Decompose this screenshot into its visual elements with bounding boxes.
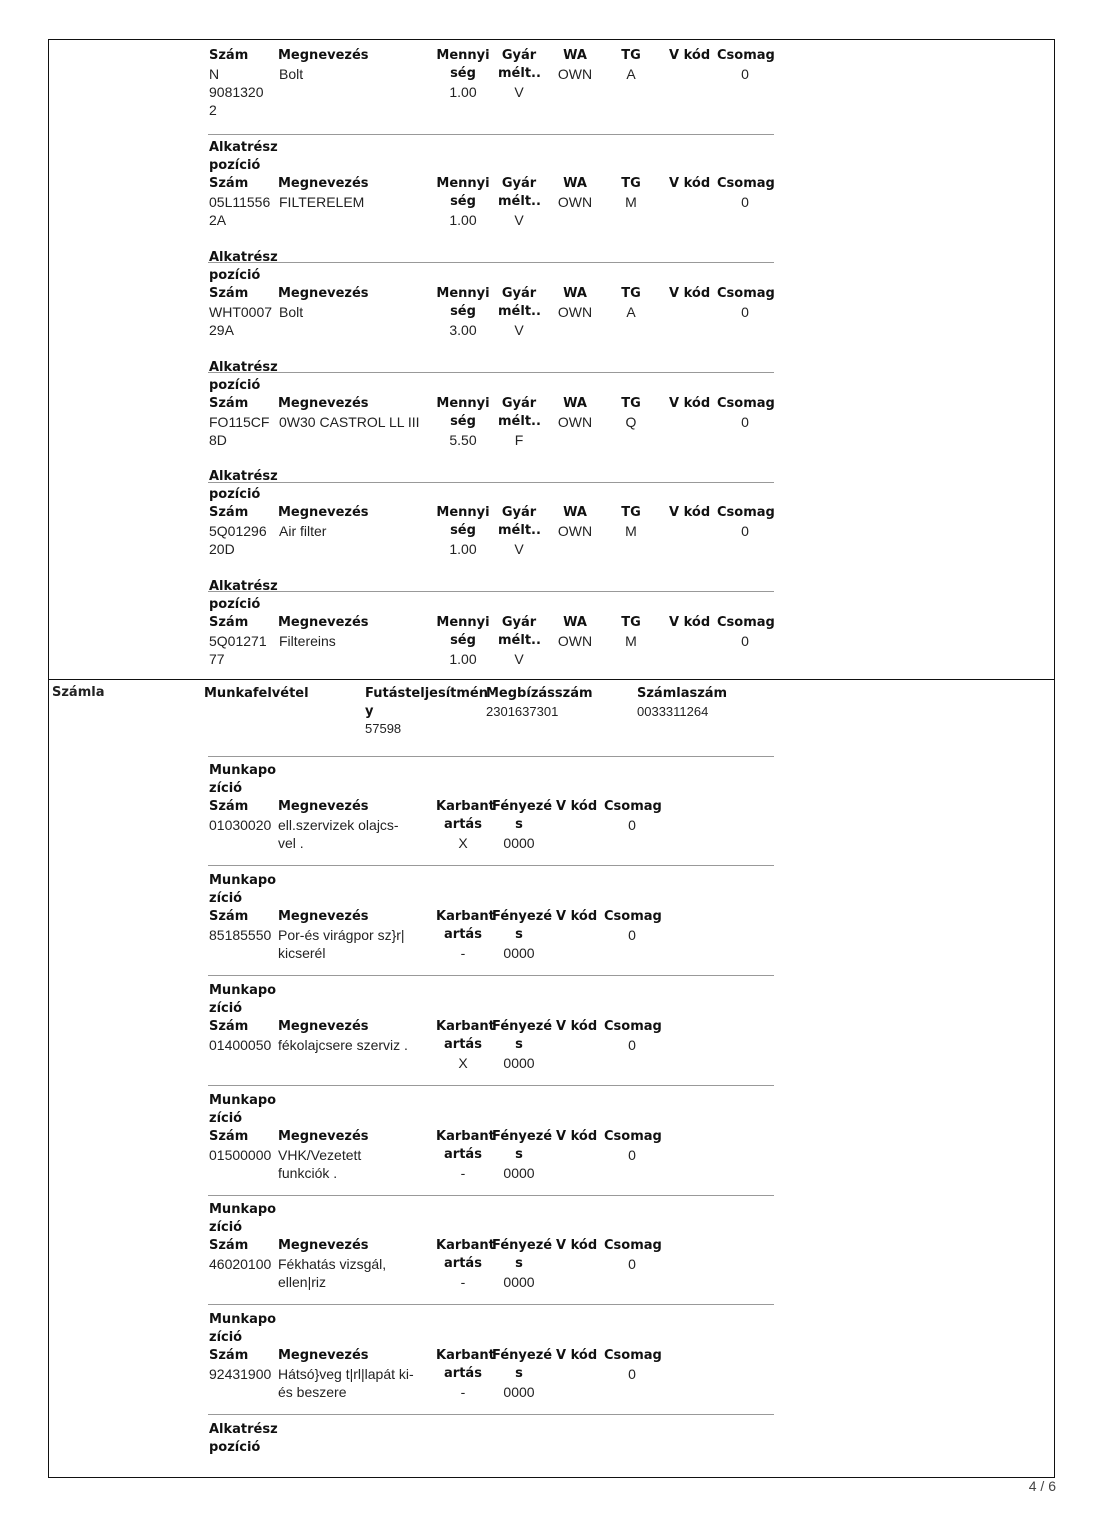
- col-mennyiseg-header: Mennyi: [436, 286, 490, 301]
- col-mennyiseg-header: Mennyi: [436, 615, 490, 630]
- col-szam-header: Szám: [209, 48, 249, 63]
- part-position-label: Alkatrész: [209, 1422, 278, 1437]
- part-name: Filtereins: [279, 633, 336, 649]
- labor-number: 92431900: [209, 1366, 272, 1382]
- col-csomag-header: Csomag: [604, 1129, 662, 1144]
- part-number: 8D: [209, 432, 227, 448]
- col-tg-header: TG: [621, 176, 641, 191]
- col-mennyiseg-header: ség: [450, 66, 476, 81]
- col-karbantartas-header: artás: [444, 817, 482, 832]
- part-wa: OWN: [557, 194, 593, 210]
- szamlaszam-value: 0033311264: [637, 704, 709, 719]
- labor-paint: 0000: [503, 1274, 535, 1290]
- col-fenyezes-header: Fényezé: [492, 1019, 553, 1034]
- labor-divider: [208, 756, 774, 757]
- part-position-label: pozíció: [209, 268, 261, 283]
- col-megnevezes-header: Megnevezés: [278, 1348, 369, 1363]
- col-gyar-header: mélt..: [498, 414, 541, 429]
- col-megnevezes-header: Megnevezés: [278, 1129, 369, 1144]
- part-quantity: 1.00: [449, 84, 477, 100]
- col-gyar-header: mélt..: [498, 633, 541, 648]
- col-mennyiseg-header: Mennyi: [436, 176, 490, 191]
- col-vkod-header: V kód: [669, 615, 711, 630]
- col-wa-header: WA: [563, 505, 587, 520]
- part-number: 9081320: [209, 84, 264, 100]
- col-karbantartas-header: Karbant: [436, 799, 495, 814]
- col-gyar-header: Gyár: [501, 396, 537, 411]
- labor-position-label: Munkapo: [209, 873, 277, 888]
- col-megnevezes-header: Megnevezés: [278, 1238, 369, 1253]
- part-wa: OWN: [557, 414, 593, 430]
- col-vkod-header: V kód: [556, 1348, 598, 1363]
- col-csomag-header: Csomag: [604, 1019, 662, 1034]
- col-gyar-header: Gyár: [501, 286, 537, 301]
- labor-number: 85185550: [209, 927, 272, 943]
- col-csomag-header: Csomag: [604, 1348, 662, 1363]
- part-number: 5Q01296: [209, 523, 267, 539]
- labor-name: Por-és virágpor sz}r|: [278, 927, 405, 943]
- col-wa-header: WA: [563, 176, 587, 191]
- part-tg: M: [625, 523, 637, 539]
- part-wa: OWN: [557, 633, 593, 649]
- part-number: 5Q01271: [209, 633, 267, 649]
- part-manufacturer: V: [514, 212, 524, 228]
- col-szam-header: Szám: [209, 615, 249, 630]
- labor-package: 0: [628, 1366, 636, 1382]
- col-mennyiseg-header: ség: [450, 414, 476, 429]
- col-csomag-header: Csomag: [717, 396, 775, 411]
- col-gyar-header: mélt..: [498, 523, 541, 538]
- part-wa: OWN: [557, 66, 593, 82]
- labor-name: vel .: [278, 835, 304, 851]
- part-package: 0: [741, 414, 749, 430]
- labor-number: 46020100: [209, 1256, 272, 1272]
- col-gyar-header: Gyár: [501, 615, 537, 630]
- col-karbantartas-header: Karbant: [436, 909, 495, 924]
- labor-name: ell.szervizek olajcs-: [278, 817, 399, 833]
- part-package: 0: [741, 66, 749, 82]
- col-vkod-header: V kód: [556, 909, 598, 924]
- col-mennyiseg-header: ség: [450, 633, 476, 648]
- part-position-label: Alkatrész: [209, 250, 278, 265]
- labor-package: 0: [628, 817, 636, 833]
- labor-name: Fékhatás vizsgál,: [278, 1256, 387, 1272]
- col-szam-header: Szám: [209, 1019, 249, 1034]
- col-tg-header: TG: [621, 48, 641, 63]
- col-mennyiseg-header: Mennyi: [436, 48, 490, 63]
- labor-paint: 0000: [503, 1384, 535, 1400]
- col-tg-header: TG: [621, 615, 641, 630]
- labor-package: 0: [628, 1037, 636, 1053]
- col-megnevezes-header: Megnevezés: [278, 799, 369, 814]
- col-karbantartas-header: Karbant: [436, 1348, 495, 1363]
- part-package: 0: [741, 523, 749, 539]
- page-number: 4 / 6: [1028, 1478, 1056, 1494]
- labor-paint: 0000: [503, 1165, 535, 1181]
- labor-position-label: Munkapo: [209, 1202, 277, 1217]
- col-wa-header: WA: [563, 615, 587, 630]
- labor-name: funkciók .: [278, 1165, 338, 1181]
- part-number: 29A: [209, 322, 234, 338]
- col-vkod-header: V kód: [556, 1129, 598, 1144]
- part-quantity: 5.50: [449, 432, 477, 448]
- part-position-label: pozíció: [209, 378, 261, 393]
- col-szam-header: Szám: [209, 176, 249, 191]
- part-position-label: pozíció: [209, 1440, 261, 1455]
- labor-position-label: zíció: [209, 1001, 243, 1016]
- col-fenyezes-header: s: [515, 1147, 523, 1162]
- col-vkod-header: V kód: [556, 799, 598, 814]
- col-gyar-header: Gyár: [501, 505, 537, 520]
- part-number: 05L11556: [209, 194, 271, 210]
- labor-position-label: Munkapo: [209, 983, 277, 998]
- col-vkod-header: V kód: [556, 1019, 598, 1034]
- col-megnevezes-header: Megnevezés: [278, 286, 369, 301]
- part-tg: A: [626, 66, 636, 82]
- col-wa-header: WA: [563, 396, 587, 411]
- col-fenyezes-header: Fényezé: [492, 1348, 553, 1363]
- col-megnevezes-header: Megnevezés: [278, 396, 369, 411]
- part-number: 2A: [209, 212, 227, 228]
- labor-divider: [208, 1414, 774, 1415]
- labor-maintenance: -: [460, 945, 466, 961]
- labor-maintenance: -: [460, 1274, 466, 1290]
- labor-name: VHK/Vezetett: [278, 1147, 362, 1163]
- col-mennyiseg-header: Mennyi: [436, 505, 490, 520]
- col-mennyiseg-header: ség: [450, 304, 476, 319]
- part-divider: [208, 372, 774, 373]
- labor-maintenance: -: [460, 1165, 466, 1181]
- part-quantity: 1.00: [449, 212, 477, 228]
- col-karbantartas-header: artás: [444, 1256, 482, 1271]
- col-csomag-header: Csomag: [604, 799, 662, 814]
- col-gyar-header: Gyár: [501, 48, 537, 63]
- part-position-label: Alkatrész: [209, 140, 278, 155]
- section-separator: [48, 679, 1055, 680]
- col-gyar-header: mélt..: [498, 66, 541, 81]
- labor-name: és beszere: [278, 1384, 347, 1400]
- col-csomag-header: Csomag: [717, 176, 775, 191]
- col-megnevezes-header: Megnevezés: [278, 1019, 369, 1034]
- labor-position-label: Munkapo: [209, 1312, 277, 1327]
- labor-position-label: Munkapo: [209, 1093, 277, 1108]
- part-wa: OWN: [557, 523, 593, 539]
- munkafelvetel-label: Munkafelvétel: [204, 686, 309, 701]
- part-divider: [208, 262, 774, 263]
- col-szam-header: Szám: [209, 909, 249, 924]
- col-mennyiseg-header: ség: [450, 194, 476, 209]
- part-manufacturer: F: [514, 432, 524, 448]
- part-tg: M: [625, 633, 637, 649]
- col-karbantartas-header: artás: [444, 927, 482, 942]
- col-gyar-header: mélt..: [498, 304, 541, 319]
- part-number: 2: [209, 102, 217, 118]
- part-number: 77: [209, 651, 225, 667]
- labor-name: Hátsó}veg t|rl|lapát ki-: [278, 1366, 414, 1382]
- invoice-label: Számla: [52, 685, 105, 700]
- labor-position-label: zíció: [209, 1111, 243, 1126]
- col-vkod-header: V kód: [669, 48, 711, 63]
- labor-paint: 0000: [503, 945, 535, 961]
- col-megnevezes-header: Megnevezés: [278, 48, 369, 63]
- col-karbantartas-header: Karbant: [436, 1019, 495, 1034]
- labor-name: kicserél: [278, 945, 326, 961]
- part-number: N: [209, 66, 220, 82]
- labor-number: 01030020: [209, 817, 272, 833]
- part-name: 0W30 CASTROL LL III: [279, 414, 420, 430]
- col-fenyezes-header: Fényezé: [492, 909, 553, 924]
- col-fenyezes-header: s: [515, 1256, 523, 1271]
- col-fenyezes-header: s: [515, 927, 523, 942]
- labor-name: fékolajcsere szerviz .: [278, 1037, 408, 1053]
- col-csomag-header: Csomag: [717, 615, 775, 630]
- part-quantity: 1.00: [449, 541, 477, 557]
- col-mennyiseg-header: Mennyi: [436, 396, 490, 411]
- col-fenyezes-header: Fényezé: [492, 1129, 553, 1144]
- labor-divider: [208, 1085, 774, 1086]
- col-szam-header: Szám: [209, 799, 249, 814]
- part-wa: OWN: [557, 304, 593, 320]
- col-wa-header: WA: [563, 286, 587, 301]
- col-fenyezes-header: s: [515, 817, 523, 832]
- col-karbantartas-header: artás: [444, 1147, 482, 1162]
- part-position-label: pozíció: [209, 158, 261, 173]
- labor-paint: 0000: [503, 1055, 535, 1071]
- szamlaszam-label: Számlaszám: [637, 686, 728, 701]
- col-vkod-header: V kód: [669, 286, 711, 301]
- part-number: 20D: [209, 541, 235, 557]
- labor-position-label: zíció: [209, 781, 243, 796]
- col-mennyiseg-header: ség: [450, 523, 476, 538]
- part-manufacturer: V: [514, 322, 524, 338]
- part-position-label: Alkatrész: [209, 579, 278, 594]
- col-szam-header: Szám: [209, 1348, 249, 1363]
- col-szam-header: Szám: [209, 505, 249, 520]
- labor-divider: [208, 865, 774, 866]
- labor-divider: [208, 1304, 774, 1305]
- part-package: 0: [741, 194, 749, 210]
- part-position-label: pozíció: [209, 597, 261, 612]
- part-name: Air filter: [279, 523, 327, 539]
- part-tg: A: [626, 304, 636, 320]
- part-name: Bolt: [279, 304, 304, 320]
- futas-label-1: Futásteljesítmén: [365, 686, 488, 701]
- col-csomag-header: Csomag: [604, 1238, 662, 1253]
- col-karbantartas-header: artás: [444, 1366, 482, 1381]
- part-package: 0: [741, 633, 749, 649]
- part-position-label: Alkatrész: [209, 469, 278, 484]
- part-divider: [208, 591, 774, 592]
- col-fenyezes-header: Fényezé: [492, 799, 553, 814]
- col-csomag-header: Csomag: [717, 505, 775, 520]
- col-tg-header: TG: [621, 396, 641, 411]
- col-csomag-header: Csomag: [604, 909, 662, 924]
- labor-number: 01500000: [209, 1147, 272, 1163]
- col-fenyezes-header: s: [515, 1366, 523, 1381]
- col-vkod-header: V kód: [669, 505, 711, 520]
- labor-number: 01400050: [209, 1037, 272, 1053]
- col-vkod-header: V kód: [556, 1238, 598, 1253]
- part-number: WHT0007: [209, 304, 273, 320]
- col-tg-header: TG: [621, 286, 641, 301]
- part-manufacturer: V: [514, 541, 524, 557]
- part-tg: Q: [625, 414, 637, 430]
- col-szam-header: Szám: [209, 286, 249, 301]
- col-karbantartas-header: artás: [444, 1037, 482, 1052]
- col-wa-header: WA: [563, 48, 587, 63]
- page-frame: [48, 39, 1055, 1478]
- part-divider: [208, 482, 774, 483]
- col-fenyezes-header: s: [515, 1037, 523, 1052]
- part-position-label: pozíció: [209, 487, 261, 502]
- labor-maintenance: X: [458, 835, 468, 851]
- col-megnevezes-header: Megnevezés: [278, 615, 369, 630]
- part-manufacturer: V: [514, 84, 524, 100]
- labor-position-label: Munkapo: [209, 763, 277, 778]
- labor-package: 0: [628, 1256, 636, 1272]
- labor-package: 0: [628, 927, 636, 943]
- col-szam-header: Szám: [209, 396, 249, 411]
- labor-divider: [208, 1195, 774, 1196]
- col-szam-header: Szám: [209, 1129, 249, 1144]
- part-number: FO115CF: [209, 414, 270, 430]
- col-fenyezes-header: Fényezé: [492, 1238, 553, 1253]
- part-quantity: 3.00: [449, 322, 477, 338]
- megbizas-label: Megbízásszám: [486, 686, 593, 701]
- futas-value: 57598: [365, 721, 402, 736]
- labor-paint: 0000: [503, 835, 535, 851]
- part-name: Bolt: [279, 66, 304, 82]
- col-megnevezes-header: Megnevezés: [278, 505, 369, 520]
- col-gyar-header: mélt..: [498, 194, 541, 209]
- col-vkod-header: V kód: [669, 176, 711, 191]
- col-csomag-header: Csomag: [717, 286, 775, 301]
- futas-label-2: y: [365, 704, 374, 719]
- labor-maintenance: -: [460, 1384, 466, 1400]
- part-divider: [208, 134, 774, 135]
- part-tg: M: [625, 194, 637, 210]
- col-vkod-header: V kód: [669, 396, 711, 411]
- part-package: 0: [741, 304, 749, 320]
- labor-position-label: zíció: [209, 1220, 243, 1235]
- labor-name: ellen|riz: [278, 1274, 326, 1290]
- labor-position-label: zíció: [209, 891, 243, 906]
- col-csomag-header: Csomag: [717, 48, 775, 63]
- col-karbantartas-header: Karbant: [436, 1238, 495, 1253]
- part-position-label: Alkatrész: [209, 360, 278, 375]
- part-name: FILTERELEM: [279, 194, 365, 210]
- part-quantity: 1.00: [449, 651, 477, 667]
- part-manufacturer: V: [514, 651, 524, 667]
- megbizas-value: 2301637301: [486, 704, 559, 719]
- col-tg-header: TG: [621, 505, 641, 520]
- col-szam-header: Szám: [209, 1238, 249, 1253]
- labor-maintenance: X: [458, 1055, 468, 1071]
- col-megnevezes-header: Megnevezés: [278, 909, 369, 924]
- col-gyar-header: Gyár: [501, 176, 537, 191]
- labor-position-label: zíció: [209, 1330, 243, 1345]
- labor-divider: [208, 975, 774, 976]
- labor-package: 0: [628, 1147, 636, 1163]
- col-megnevezes-header: Megnevezés: [278, 176, 369, 191]
- col-karbantartas-header: Karbant: [436, 1129, 495, 1144]
